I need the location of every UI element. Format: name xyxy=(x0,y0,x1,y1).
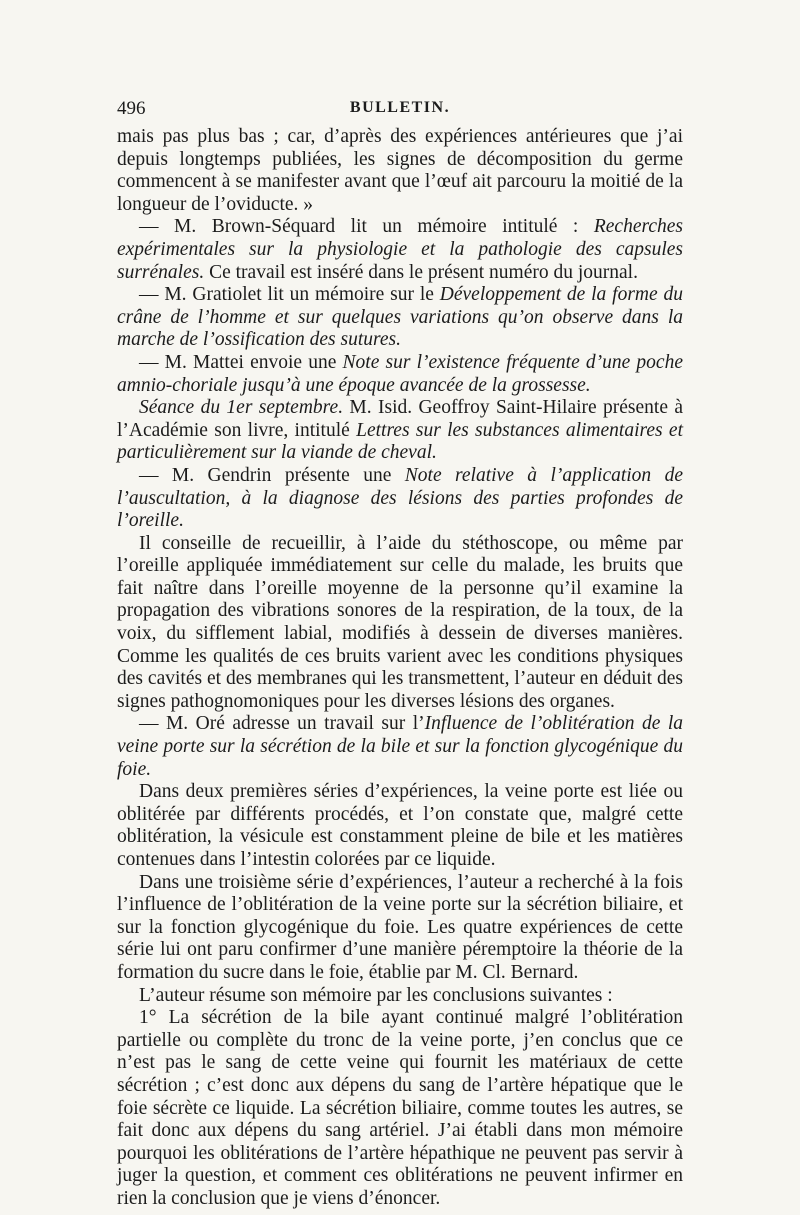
paragraph xyxy=(117,713,683,781)
italic-text: Lettres sur les substances alimentaires et particulièrement sur la viande de cheval. xyxy=(117,419,683,464)
text-run: M. Isid. Geoffroy Saint-Hilaire présente à l’Académie son livre, intitulé xyxy=(117,397,683,441)
paragraph xyxy=(117,126,683,216)
text-run: Dans une troisième série d’expériences, l’auteur a recherché à la fois l’influence de l’oblitération de la veine porte sur la sécrétion biliaire, et sur la fonction glycogénique du foie. Les quatre expériences de cette série lui ont paru confirmer d’une manière péremptoire la théorie de la formation du sucre dans le foie, établie par M. Cl. Bernard. xyxy=(117,871,683,983)
text-run: Ce travail est inséré dans le présent numéro du journal. xyxy=(204,261,638,283)
text-run: — M. Gendrin présente une xyxy=(139,464,405,486)
body-text xyxy=(117,126,683,1211)
text-run: Il conseille de recueillir, à l’aide du stéthoscope, ou même par l’oreille appliquée immédiatement sur celle du malade, les bruits que fait naître dans l’oreille moyenne de la personne qu’il examine la propagation des vibrations sonores de la respiration, de la toux, de la voix, du sifflement labial, modifiés à dessein de diverses manières. Comme les qualités de ces bruits varient avec les conditions physiques des cavités et des membranes qui les transmettent, l’auteur en déduit des signes pathognomoniques pour les diverses lésions des organes. xyxy=(117,532,683,712)
italic-text: Recherches expérimentales sur la physiologie et la pathologie des capsules surrénales. xyxy=(117,216,683,283)
text-run: — M. Gratiolet lit un mémoire sur le xyxy=(139,284,440,306)
paragraph xyxy=(117,781,683,871)
paragraph xyxy=(117,397,683,465)
italic-text: Séance du 1er septembre. xyxy=(139,397,344,419)
paragraph xyxy=(117,533,683,714)
text-run: — M. Brown-Séquard lit un mémoire intitulé : xyxy=(139,216,594,238)
italic-text: Note relative à l’application de l’auscultation, à la diagnose des lésions des parties profondes de l’oreille. xyxy=(117,464,683,532)
paragraph xyxy=(117,216,683,284)
paragraph xyxy=(117,352,683,397)
text-run: — M. Oré adresse un travail sur l’ xyxy=(139,713,425,735)
paragraph xyxy=(117,872,683,985)
text-run: L’auteur résume son mémoire par les conclusions suivantes : xyxy=(139,984,613,1006)
text-run: mais pas plus bas ; car, d’après des expériences antérieures que j’ai depuis longtemps publiées, les signes de décomposition du germe commencent à se manifester avant que l’œuf ait parcouru la moitié de la longueur de l’oviducte. » xyxy=(117,126,683,215)
italic-text: Note sur l’existence fréquente d’une poche amnio-choriale jusqu’à une époque avancée de la grossesse. xyxy=(117,351,683,396)
italic-text: Développement de la forme du crâne de l’homme et sur quelques variations qu’on observe dans la marche de l’ossification des sutures. xyxy=(117,284,683,351)
paragraph xyxy=(117,284,683,352)
text-run: Dans deux premières séries d’expériences, la veine porte est liée ou oblitérée par différents procédés, et l’on constate que, malgré cette oblitération, la vésicule est constamment pleine de bile et les matières contenues dans l’intestin colorées par ce liquide. xyxy=(117,781,683,870)
text-run: 1° La sécrétion de la bile ayant continué malgré l’oblitération partielle ou complète du tronc de la veine porte, j’en conclus que ce n’est pas le sang de cette veine qui fournit les matériaux de cette sécrétion ; c’est donc aux dépens du sang de l’artère hépatique que le foie sécrète ce liquide. La sécrétion biliaire, comme toutes les autres, se fait donc aux dépens du sang artériel. J’ai établi dans mon mémoire pourquoi les oblitérations de l’artère hépathique ne peuvent pas servir à juger la question, et comment ces oblitérations ne peuvent infirmer en rien la conclusion que je viens d’énoncer. xyxy=(117,1007,683,1209)
page-number: 496 xyxy=(117,98,146,119)
text-run: — M. Mattei envoie une xyxy=(139,351,343,373)
running-title: BULLETIN. xyxy=(349,99,451,116)
page-header xyxy=(117,98,683,124)
paragraph xyxy=(117,465,683,533)
paragraph xyxy=(117,1007,683,1210)
italic-text: Influence de l’oblitération de la veine porte sur la sécrétion de la bile et sur la fonction glycogénique du foie. xyxy=(117,713,683,780)
paragraph xyxy=(117,985,683,1008)
